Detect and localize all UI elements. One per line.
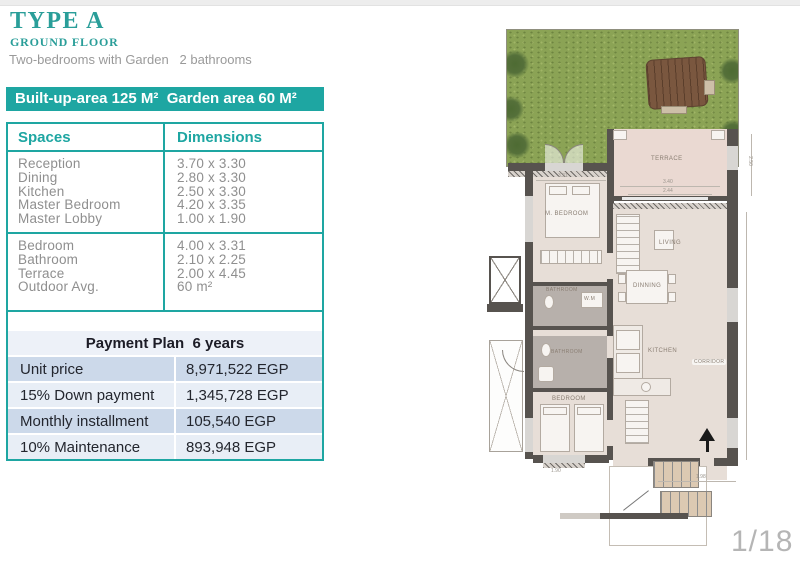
window — [727, 418, 738, 448]
wooden-deck — [645, 56, 708, 110]
kitchen-appliance — [616, 330, 640, 350]
space-name: Reception — [18, 156, 81, 171]
dimension-text: 3.40 — [663, 179, 673, 185]
chair — [618, 274, 626, 284]
wall — [533, 326, 607, 330]
shaft — [489, 256, 521, 304]
payment-label: 10% Maintenance — [8, 435, 174, 459]
room-label-corridor: CORRIDOR — [694, 359, 725, 365]
room-label-dining: DINNING — [633, 283, 662, 289]
bush-icon — [506, 132, 531, 158]
space-name: Terrace — [18, 265, 65, 281]
threshold-hatch — [613, 203, 727, 209]
deck-step — [704, 80, 715, 95]
window — [525, 418, 533, 452]
pillow — [549, 186, 567, 195]
pillow — [577, 407, 601, 415]
space-dimension: 2.00 x 4.45 — [177, 265, 247, 281]
kitchen-appliance — [616, 353, 640, 373]
chair — [668, 274, 676, 284]
wall — [714, 458, 738, 466]
room-label-wm: W.M — [584, 296, 596, 302]
space-name: Bedroom — [18, 237, 75, 253]
bush-icon — [506, 96, 524, 122]
unit-description: Two-bedrooms with Garden 2 bathrooms — [9, 52, 252, 67]
dimension-line — [620, 186, 720, 187]
wall — [600, 513, 688, 519]
payment-label: Unit price — [8, 357, 174, 381]
space-dimension: 4.20 x 3.35 — [177, 197, 247, 213]
dimension-text: 2.44 — [663, 188, 673, 194]
door-opening — [545, 163, 583, 171]
wall — [487, 304, 523, 312]
space-dimension: 3.70 x 3.30 — [177, 156, 247, 171]
space-name: Master Lobby — [18, 211, 103, 227]
space-dimension: 2.10 x 2.25 — [177, 251, 247, 267]
window — [543, 455, 585, 463]
wall — [533, 388, 607, 392]
space-dimension: 1.00 x 1.90 — [177, 211, 247, 227]
space-dimension: 2.50 x 3.30 — [177, 183, 247, 199]
dimension-line — [628, 194, 712, 195]
chair — [618, 292, 626, 302]
space-name: Dining — [18, 169, 58, 185]
room-label-living: LIVING — [659, 240, 682, 246]
page-title: TYPE A — [10, 8, 106, 34]
deck-step — [661, 106, 687, 114]
bush-icon — [719, 58, 739, 84]
area-banner: Built-up-area 125 M² Garden area 60 M² — [6, 87, 324, 111]
sofa — [616, 214, 640, 274]
toilet-icon — [541, 343, 551, 357]
room-label-bedroom: BEDROOM — [552, 396, 586, 402]
closet — [625, 400, 649, 444]
column-header-dimensions: Dimensions — [177, 128, 263, 146]
door-opening — [607, 253, 613, 279]
space-name: Kitchen — [18, 183, 65, 199]
dimension-text: 1.90 — [551, 468, 561, 474]
dimension-line — [658, 481, 736, 482]
sink-icon — [538, 366, 554, 382]
page-subtitle: GROUND FLOOR — [10, 35, 119, 49]
dimension-text: 1.98 — [696, 474, 706, 480]
toilet-icon — [544, 295, 554, 309]
payment-value: 1,345,728 EGP — [174, 383, 322, 407]
payment-label: Monthly installment — [8, 409, 174, 433]
window — [727, 288, 738, 322]
page-number: 1/18 — [731, 525, 794, 558]
room-label-bathroom2: BATHROOM — [551, 349, 583, 355]
window — [525, 196, 533, 242]
space-name: Outdoor Avg. — [18, 279, 99, 295]
window — [727, 146, 738, 170]
dimension-line — [746, 212, 747, 460]
column-header-spaces: Spaces — [18, 128, 71, 146]
payment-label: 15% Down payment — [8, 383, 174, 407]
room-label-terrace: TERRACE — [651, 156, 683, 162]
dimension-text: 3.31 — [558, 173, 568, 179]
payment-value: 105,540 EGP — [174, 409, 322, 433]
door-opening — [607, 420, 613, 446]
pillow — [572, 186, 590, 195]
dimension-line — [536, 180, 606, 181]
stairs — [653, 461, 699, 488]
sink-icon — [641, 382, 651, 392]
dimension-text: 2.50 — [746, 156, 753, 166]
north-arrow-icon — [706, 439, 709, 452]
room-label-master-bedroom: M. BEDROOM — [545, 211, 589, 217]
pillow — [543, 407, 567, 415]
room-label-kitchen: KITCHEN — [648, 348, 678, 354]
space-name: Master Bedroom — [18, 197, 121, 213]
payment-value: 893,948 EGP — [174, 435, 322, 459]
space-dimension: 60 m² — [177, 279, 213, 295]
pilaster — [613, 130, 627, 140]
chair — [668, 292, 676, 302]
space-dimension: 2.80 x 3.30 — [177, 169, 247, 185]
space-dimension: 4.00 x 3.31 — [177, 237, 247, 253]
wall-light — [560, 513, 600, 519]
payment-value: 8,971,522 EGP — [174, 357, 322, 381]
dresser — [540, 250, 602, 264]
sliding-door-glass — [622, 197, 708, 200]
room-label-bathroom1: BATHROOM — [546, 287, 578, 293]
payment-plan-header: Payment Plan 6 years — [8, 331, 322, 355]
threshold-hatch — [543, 463, 585, 468]
bush-icon — [506, 50, 529, 78]
pilaster — [711, 130, 725, 140]
space-name: Bathroom — [18, 251, 79, 267]
